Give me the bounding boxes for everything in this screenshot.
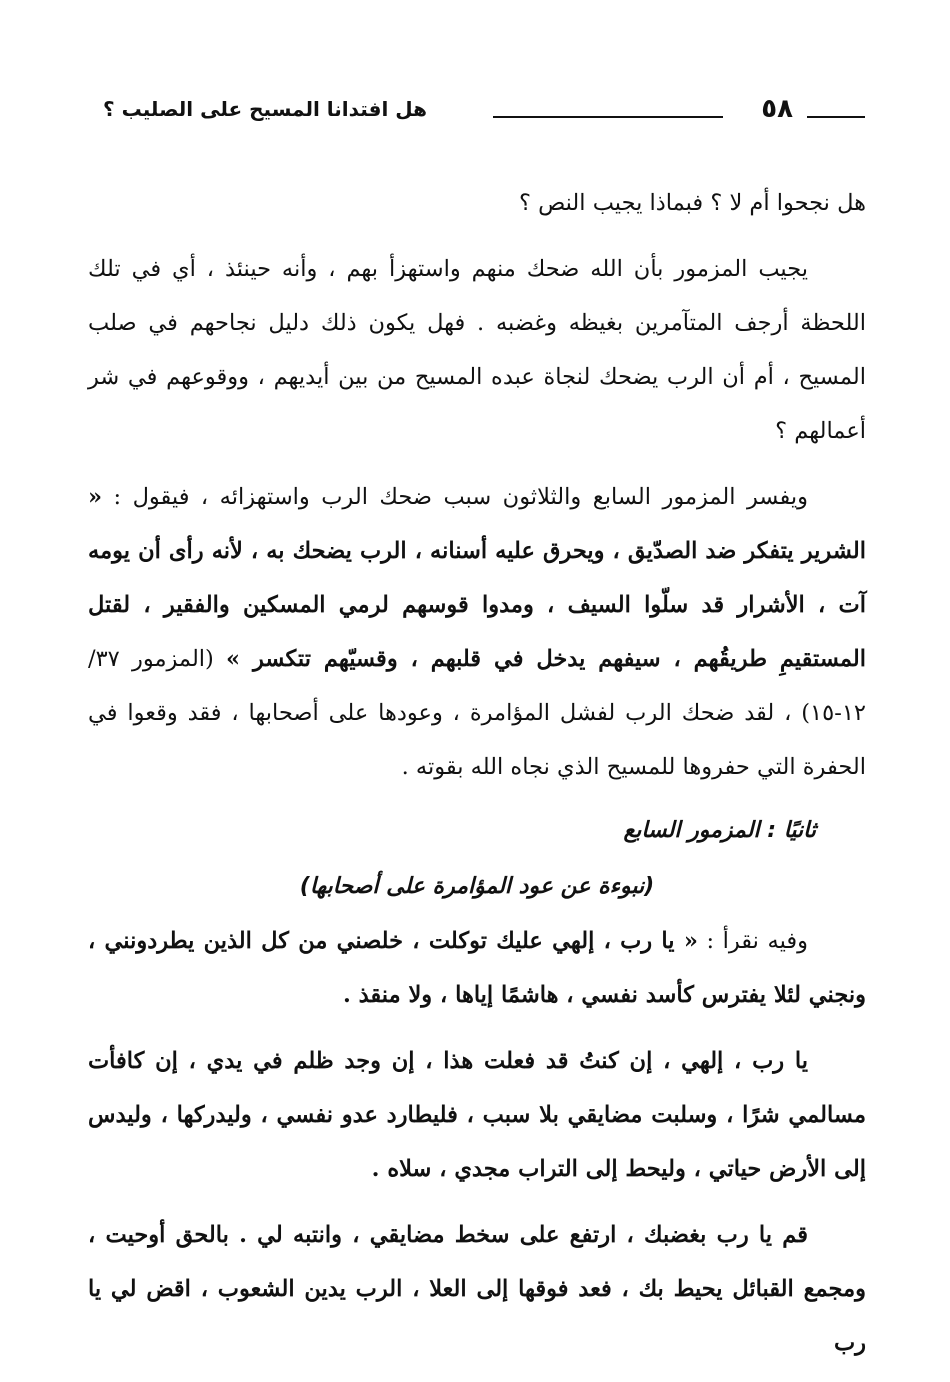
page-body — [88, 176, 866, 1382]
psalm-37-quote: « الشرير يتفكر ضد الصدّيق ، ويحرق عليه أسنانه ، الرب يضحك به ، لأنه رأى أن يومه آت ، الأشرار قد سلّوا السيف ، ومدوا قوسهم لرمي المسكين والفقير ، لقتل المستقيمِ طريقُهم ، سيفهم يدخل في قلبهم ، وقسيّهم تتكسر » — [88, 484, 867, 672]
running-header — [95, 92, 865, 128]
paragraph-psalm-37-conclusion: لقد ضحك الرب لفشل المؤامرة ، وعودها على أصحابها ، فقد وقعوا في الحفرة التي حفروها للمسيح الذي نجاه الله بقوته . — [88, 700, 866, 780]
running-title: هل افتدانا المسيح على الصليب ؟ — [103, 97, 428, 121]
header-rule-middle — [493, 116, 723, 118]
section-subheading: (نبوءة عن عود المؤامرة على أصحابها) — [299, 874, 655, 899]
page-number: ٥٨ — [761, 94, 793, 124]
section-heading: ثانيًا : المزمور السابع — [623, 818, 816, 843]
psalm-7-quote-part3: قم يا رب بغضبك ، ارتفع على سخط مضايقي ، وانتبه لي . بالحق أوحيت ، ومجمع القبائل يحيط بك ، فعد فوقها إلى العلا ، الرب يدين الشعوب ، اقض لي يا رب — [88, 1222, 866, 1356]
psalm-7-quote-part2: يا رب ، إلهي ، إن كنتُ قد فعلت هذا ، إن وجد ظلم في يدي ، إن كافأت مسالمي شرًا ، وسلبت مضايقي بلا سبب ، فليطارد عدو نفسي ، وليدركها ، وليدس إلى الأرض حياتي ، وليحط إلى التراب مجدي ، سلاه . — [88, 1048, 866, 1182]
psalm-37-reference: (المزمور ٣٧/ ١٢-١٥) ، — [88, 646, 866, 726]
paragraph-psalm-7-opening — [88, 914, 866, 1022]
header-rule-right — [807, 116, 865, 118]
paragraph-psalm-answer: يجيب المزمور بأن الله ضحك منهم واستهزأ بهم ، وأنه حينئذ ، أي في تلك اللحظة أرجف المتآمرين بغيظه وغضبه . فهل يكون ذلك دليل نجاحهم في صلب المسيح ، أم أن الرب يضحك لنجاة عبده المسيح من بين أيديهم ، ووقوعهم في شر أعمالهم ؟ — [88, 256, 866, 444]
paragraph-question: هل نجحوا أم لا ؟ فبماذا يجيب النص ؟ — [518, 190, 866, 216]
paragraph-psalm-37-intro: ويفسر المزمور السابع والثلاثون سبب ضحك الرب واستهزائه ، فيقول : — [113, 484, 808, 510]
psalm-7-quote-part1: « يا رب ، إلهي عليك توكلت ، خلصني من كل الذين يطردونني ، ونجني لئلا يفترس كأسد نفسي ، هاشمًا إياها ، ولا منقذ . — [88, 928, 866, 1008]
paragraph-psalm-37 — [88, 470, 866, 794]
paragraph-psalm-7-intro: وفيه نقرأ : — [697, 928, 808, 954]
